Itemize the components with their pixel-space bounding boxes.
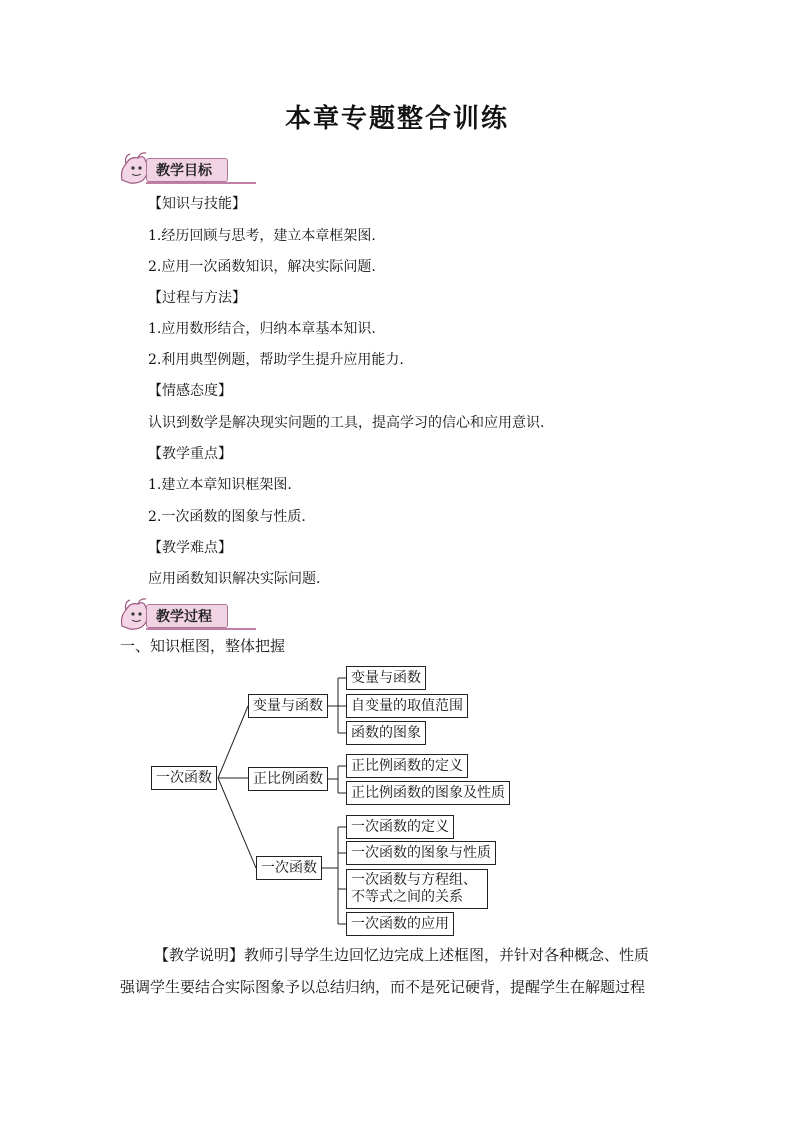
- diagram-leaf-node: 一次函数与方程组、不等式之间的关系: [346, 869, 488, 909]
- goal-line: 2.应用一次函数知识，解决实际问题.: [148, 259, 376, 275]
- section-underline: [146, 182, 256, 184]
- diagram-leaf-node: 一次函数的图象与性质: [346, 841, 496, 865]
- section-label: 教学目标: [156, 163, 212, 179]
- goal-heading-attitude: 【情感态度】: [148, 383, 232, 399]
- section-header-goals: [116, 150, 246, 186]
- diagram-leaf-node: 自变量的取值范围: [346, 694, 468, 718]
- diagram-branch-node: 正比例函数: [248, 767, 328, 791]
- diagram-leaf-node: 函数的图象: [346, 721, 426, 745]
- diagram-leaf-node: 变量与函数: [346, 666, 426, 690]
- diagram-leaf-node: 正比例函数的图象及性质: [346, 781, 510, 805]
- page-title: 本章专题整合训练: [284, 104, 509, 134]
- section-underline: [146, 628, 256, 630]
- goal-heading-difficulty: 【教学难点】: [148, 540, 232, 556]
- diagram-leaf-node: 正比例函数的定义: [346, 754, 468, 778]
- goal-heading-process: 【过程与方法】: [148, 290, 246, 306]
- diagram-root-node: 一次函数: [151, 766, 217, 790]
- section-header-process: [116, 596, 246, 632]
- goal-heading-knowledge: 【知识与技能】: [148, 196, 246, 212]
- diagram-leaf-node: 一次函数的应用: [346, 912, 454, 936]
- goal-line: 1.建立本章知识框架图.: [148, 477, 292, 493]
- diagram-branch-node: 变量与函数: [248, 694, 328, 718]
- explanation-line-2: 强调学生要结合实际图象予以总结归纳，而不是死记硬背，提醒学生在解题过程: [120, 978, 646, 996]
- diagram-leaf-node: 一次函数的定义: [346, 815, 454, 839]
- goal-line: 应用函数知识解决实际问题.: [148, 571, 321, 587]
- section-label: 教学过程: [156, 609, 212, 625]
- goal-line: 认识到数学是解决现实问题的工具，提高学习的信心和应用意识.: [148, 415, 545, 431]
- explanation-line-1: 【教学说明】教师引导学生边回忆边完成上述框图，并针对各种概念、性质: [154, 946, 650, 964]
- goal-heading-key-points: 【教学重点】: [148, 446, 232, 462]
- goal-line: 2.利用典型例题，帮助学生提升应用能力.: [148, 352, 404, 368]
- heading-knowledge-framework: 一、知识框图，整体把握: [120, 637, 286, 655]
- goal-line: 2.一次函数的图象与性质.: [148, 509, 306, 525]
- goal-line: 1.应用数形结合，归纳本章基本知识.: [148, 321, 376, 337]
- goal-line: 1.经历回顾与思考，建立本章框架图.: [148, 228, 376, 244]
- diagram-branch-node: 一次函数: [256, 856, 322, 880]
